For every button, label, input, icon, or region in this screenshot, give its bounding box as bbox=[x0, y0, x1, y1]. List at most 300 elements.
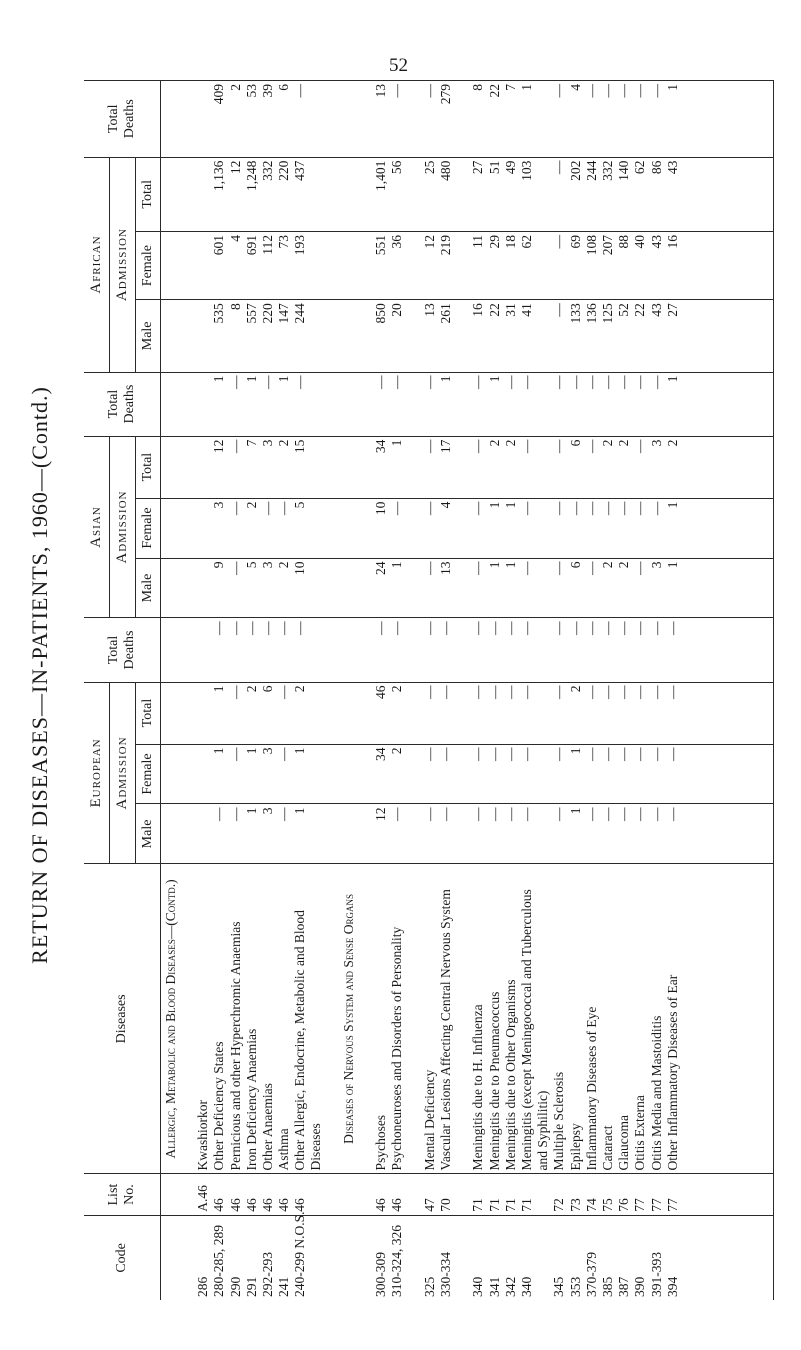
diseases-column bbox=[160, 864, 773, 1174]
section-heading-spacer bbox=[341, 84, 373, 154]
table-cell: 46 bbox=[243, 1198, 259, 1212]
table-cell: — bbox=[389, 375, 405, 390]
table-cell: — bbox=[632, 621, 648, 635]
table-cell: 47 bbox=[421, 1198, 437, 1212]
table-cell: — bbox=[616, 685, 632, 700]
table-cell: 73 bbox=[276, 235, 292, 249]
asian-header: Asian bbox=[84, 436, 109, 618]
table-cell: — bbox=[632, 375, 648, 390]
table-cell: — bbox=[648, 621, 664, 635]
table-cell: — bbox=[389, 501, 405, 516]
table-cell: — bbox=[583, 501, 599, 516]
table-cell: 1 bbox=[518, 84, 534, 91]
section-heading-spacer bbox=[163, 161, 195, 228]
table-cell: — bbox=[438, 747, 454, 762]
table-cell: — bbox=[518, 807, 534, 821]
european-total-deaths-header: Total Deaths bbox=[84, 618, 160, 682]
rotated-table-stage bbox=[84, 80, 774, 1300]
table-cell: 2 bbox=[276, 561, 292, 569]
section-heading-spacer bbox=[341, 502, 373, 555]
table-cell: — bbox=[583, 84, 599, 98]
table-cell: — bbox=[227, 375, 243, 390]
european-total-column bbox=[160, 682, 773, 744]
disease-name: Mental Deficiency bbox=[421, 1069, 437, 1171]
table-cell bbox=[195, 376, 211, 433]
table-cell: 193 bbox=[292, 235, 308, 256]
table-cell: — bbox=[664, 807, 680, 821]
disease-name: Meningitis due to Pneumacoccus bbox=[486, 991, 502, 1171]
table-cell: 77 bbox=[664, 1198, 680, 1212]
section-heading-spacer bbox=[341, 748, 373, 801]
table-cell: 52 bbox=[616, 303, 632, 317]
table-cell: — bbox=[648, 375, 664, 390]
table-cell: 2 bbox=[243, 501, 259, 509]
table-cell bbox=[195, 807, 211, 860]
table-cell: 6 bbox=[276, 84, 292, 91]
table-cell: 34 bbox=[373, 439, 389, 454]
table-cell: 75 bbox=[599, 1198, 615, 1212]
section-heading-spacer bbox=[341, 440, 373, 495]
table-cell: 112 bbox=[259, 235, 275, 255]
asian-total-column bbox=[160, 436, 773, 498]
table-cell: 72 bbox=[551, 1198, 567, 1212]
disease-name: Glaucoma bbox=[616, 1114, 632, 1171]
table-cell: 12 bbox=[227, 160, 243, 175]
asian-female-column bbox=[160, 498, 773, 558]
table-cell bbox=[195, 502, 211, 555]
table-cell: — bbox=[616, 375, 632, 390]
african-female-column bbox=[160, 232, 773, 300]
table-cell: 11 bbox=[470, 235, 486, 248]
table-cell: 219 bbox=[438, 235, 454, 256]
table-cell: 46 bbox=[292, 1198, 308, 1212]
table-cell bbox=[195, 621, 211, 678]
table-cell: 3 bbox=[648, 439, 664, 447]
table-cell: — bbox=[227, 685, 243, 700]
table-cell: 6 bbox=[259, 685, 275, 693]
table-cell: 1 bbox=[211, 747, 227, 755]
section-heading: Diseases of Nervous System and Sense Organs bbox=[340, 894, 356, 1144]
table-cell: 310-324, 326 bbox=[389, 1225, 405, 1297]
table-cell: — bbox=[470, 501, 486, 516]
table-cell: 5 bbox=[292, 501, 308, 509]
table-cell: 286 bbox=[195, 1276, 211, 1297]
table-cell: 387 bbox=[616, 1276, 632, 1297]
table-cell: 1 bbox=[567, 747, 583, 755]
table-cell: — bbox=[632, 84, 648, 98]
table-cell: — bbox=[470, 561, 486, 576]
african-header: African bbox=[84, 157, 109, 372]
table-cell: — bbox=[276, 747, 292, 762]
table-cell: 557 bbox=[243, 303, 259, 324]
table-cell: 850 bbox=[373, 303, 389, 324]
table-cell: — bbox=[276, 621, 292, 635]
table-cell: — bbox=[470, 375, 486, 390]
table-cell: 345 bbox=[551, 1276, 567, 1297]
table-cell: — bbox=[389, 84, 405, 98]
table-cell: — bbox=[518, 561, 534, 576]
section-heading-spacer bbox=[341, 303, 373, 368]
table-cell: 31 bbox=[502, 303, 518, 317]
european-male-column bbox=[160, 804, 773, 864]
table-cell: — bbox=[389, 621, 405, 635]
table-cell: — bbox=[470, 439, 486, 454]
table-cell: 1 bbox=[389, 561, 405, 569]
table-cell: 2 bbox=[616, 439, 632, 447]
diseases-header: Diseases bbox=[84, 864, 160, 1174]
table-cell: 2 bbox=[664, 439, 680, 447]
disease-name: Vascular Lesions Affecting Central Nervous System bbox=[438, 889, 454, 1171]
table-cell: 2 bbox=[599, 561, 615, 569]
table-cell: 240-299 N.O.S. bbox=[292, 1211, 308, 1297]
table-cell: — bbox=[632, 807, 648, 821]
table-cell: 74 bbox=[583, 1198, 599, 1212]
table-cell: — bbox=[551, 303, 567, 317]
section-heading-spacer bbox=[341, 235, 373, 296]
table-cell: 34 bbox=[373, 747, 389, 762]
african-total-deaths-header: Total Deaths bbox=[84, 81, 160, 158]
section-gap bbox=[325, 748, 341, 801]
table-cell: — bbox=[486, 807, 502, 821]
table-cell: — bbox=[583, 375, 599, 390]
table-cell: 20 bbox=[389, 303, 405, 317]
table-cell: — bbox=[599, 375, 615, 390]
table-cell: 6 bbox=[567, 439, 583, 447]
table-cell: 1 bbox=[243, 375, 259, 383]
section-heading-spacer bbox=[341, 562, 373, 615]
section-heading-spacer bbox=[163, 1177, 195, 1211]
table-cell: — bbox=[502, 807, 518, 821]
table-cell: — bbox=[502, 621, 518, 635]
table-cell: — bbox=[486, 621, 502, 635]
asian-female-header: Female bbox=[136, 498, 161, 558]
table-cell: 2 bbox=[502, 439, 518, 447]
table-cell: 27 bbox=[470, 160, 486, 175]
table-cell: 601 bbox=[211, 235, 227, 256]
asian-male-header: Male bbox=[136, 558, 161, 618]
european-female-header: Female bbox=[136, 744, 161, 804]
table-cell: 51 bbox=[486, 160, 502, 175]
disease-name: Meningitis due to Other Organisms bbox=[502, 979, 518, 1171]
table-cell: 36 bbox=[389, 235, 405, 249]
table-cell: — bbox=[616, 807, 632, 821]
table-cell: 53 bbox=[243, 84, 259, 98]
table-cell: 12 bbox=[421, 235, 437, 249]
table-cell: — bbox=[438, 685, 454, 700]
table-cell: — bbox=[599, 685, 615, 700]
table-cell: — bbox=[599, 747, 615, 762]
table-cell bbox=[195, 748, 211, 801]
table-cell: — bbox=[616, 501, 632, 516]
disease-name: Psychoses bbox=[373, 1114, 389, 1171]
table-cell: — bbox=[583, 439, 599, 454]
disease-name: Multiple Sclerosis bbox=[551, 1071, 567, 1171]
disease-name: Inflammatory Diseases of Eye bbox=[583, 1006, 599, 1171]
table-cell: 244 bbox=[583, 160, 599, 181]
table-cell: 140 bbox=[616, 160, 632, 181]
table-cell: — bbox=[632, 747, 648, 762]
table-cell: 241 bbox=[276, 1276, 292, 1297]
table-cell: — bbox=[227, 747, 243, 762]
european-female-column bbox=[160, 744, 773, 804]
table-cell: 1,401 bbox=[373, 160, 389, 191]
table-cell: 24 bbox=[373, 561, 389, 576]
table-cell: 394 bbox=[664, 1276, 680, 1297]
table-cell: 25 bbox=[421, 160, 437, 175]
table-cell: — bbox=[567, 621, 583, 635]
table-cell: — bbox=[502, 685, 518, 700]
table-cell: 2 bbox=[389, 747, 405, 755]
section-heading-spacer bbox=[341, 807, 373, 860]
table-cell: 13 bbox=[421, 303, 437, 317]
table-cell: 480 bbox=[438, 160, 454, 181]
section-gap bbox=[325, 807, 341, 860]
table-cell: 7 bbox=[502, 84, 518, 91]
asian-total-header: Total bbox=[136, 436, 161, 498]
table-cell: — bbox=[599, 807, 615, 821]
table-cell: — bbox=[583, 685, 599, 700]
section-gap bbox=[325, 686, 341, 741]
table-cell: 46 bbox=[259, 1198, 275, 1212]
table-cell: 1 bbox=[486, 501, 502, 509]
code-column bbox=[160, 1211, 773, 1300]
table-cell: 3 bbox=[259, 747, 275, 755]
table-cell: — bbox=[421, 375, 437, 390]
table-cell: — bbox=[551, 84, 567, 98]
table-cell: 27 bbox=[664, 303, 680, 317]
table-cell: — bbox=[518, 375, 534, 390]
table-cell: 1 bbox=[502, 561, 518, 569]
table-cell: 3 bbox=[648, 561, 664, 569]
table-cell: — bbox=[502, 747, 518, 762]
table-cell: — bbox=[632, 685, 648, 700]
table-cell: 43 bbox=[648, 303, 664, 317]
table-cell: 4 bbox=[567, 84, 583, 91]
section-gap bbox=[325, 1219, 341, 1297]
table-cell: — bbox=[616, 84, 632, 98]
table-cell: — bbox=[518, 621, 534, 635]
running-title: RETURN OF DISEASES—IN-PATIENTS, 1960—(Contd.) bbox=[27, 386, 52, 964]
section-heading: Allergic, Metabolic and Blood Diseases—(Contd.) bbox=[162, 879, 178, 1159]
table-cell: — bbox=[664, 747, 680, 762]
disease-name: Other Inflammatory Diseases of Ear bbox=[664, 974, 680, 1171]
table-cell: — bbox=[551, 235, 567, 249]
table-cell: — bbox=[486, 685, 502, 700]
table-cell: 6 bbox=[567, 561, 583, 569]
table-cell: — bbox=[389, 807, 405, 821]
section-heading-spacer bbox=[163, 502, 195, 555]
table-cell: — bbox=[648, 685, 664, 700]
disease-name: Meningitis due to H. Influenza bbox=[470, 1004, 486, 1171]
table-cell: 86 bbox=[648, 160, 664, 175]
table-cell: 340 bbox=[470, 1276, 486, 1297]
table-cell bbox=[195, 686, 211, 741]
disease-name: Meningitis (except Meningococcal and Tuberculous and Syphilitic) bbox=[518, 889, 550, 1171]
table-cell: 340 bbox=[518, 1276, 534, 1297]
table-cell: — bbox=[518, 501, 534, 516]
table-cell: 1 bbox=[292, 747, 308, 755]
table-cell: 1 bbox=[243, 807, 259, 815]
table-cell: — bbox=[599, 621, 615, 635]
table-cell: 62 bbox=[518, 235, 534, 249]
section-heading-spacer bbox=[341, 686, 373, 741]
section-gap bbox=[325, 502, 341, 555]
table-cell: 71 bbox=[470, 1198, 486, 1212]
section-heading-spacer bbox=[341, 1219, 373, 1297]
table-cell: 292-293 bbox=[259, 1252, 275, 1297]
table-cell: — bbox=[470, 621, 486, 635]
table-cell: 691 bbox=[243, 235, 259, 256]
table-cell: — bbox=[551, 501, 567, 516]
table-cell: 56 bbox=[389, 160, 405, 175]
table-cell: 1 bbox=[664, 84, 680, 91]
table-cell: 3 bbox=[211, 501, 227, 509]
section-gap bbox=[325, 161, 341, 228]
table-cell: — bbox=[211, 621, 227, 635]
african-total-header: Total bbox=[136, 157, 161, 231]
table-cell: — bbox=[421, 621, 437, 635]
african-male-header: Male bbox=[136, 300, 161, 372]
section-heading-spacer bbox=[163, 562, 195, 615]
table-cell: — bbox=[470, 685, 486, 700]
table-cell: 88 bbox=[616, 235, 632, 249]
table-cell: 385 bbox=[599, 1276, 615, 1297]
table-cell: 2 bbox=[227, 84, 243, 91]
table-cell: 535 bbox=[211, 303, 227, 324]
table-cell: — bbox=[648, 84, 664, 98]
african-total-column bbox=[160, 157, 773, 231]
table-cell: — bbox=[227, 807, 243, 821]
table-cell: 12 bbox=[211, 439, 227, 454]
european-total-header: Total bbox=[136, 682, 161, 744]
table-cell: 1 bbox=[486, 375, 502, 383]
table-cell bbox=[195, 303, 211, 368]
disease-name: Otitis Media and Mastoiditis bbox=[648, 1015, 664, 1171]
table-cell: 202 bbox=[567, 160, 583, 181]
table-cell: — bbox=[551, 160, 567, 175]
table-cell: 16 bbox=[664, 235, 680, 249]
page-number: 52 bbox=[389, 55, 408, 76]
list-no-header: List No. bbox=[84, 1174, 160, 1215]
table-cell: 136 bbox=[583, 303, 599, 324]
table-cell: 16 bbox=[470, 303, 486, 317]
section-heading-spacer bbox=[163, 686, 195, 741]
table-cell: 332 bbox=[599, 160, 615, 181]
table-cell: — bbox=[518, 685, 534, 700]
table-cell: 220 bbox=[276, 160, 292, 181]
table-cell: 5 bbox=[243, 561, 259, 569]
table-cell: — bbox=[583, 621, 599, 635]
table-cell: 279 bbox=[438, 84, 454, 105]
table-cell: 370-379 bbox=[583, 1252, 599, 1297]
table-cell: 1 bbox=[664, 561, 680, 569]
table-cell: 1 bbox=[211, 375, 227, 383]
table-cell: — bbox=[648, 807, 664, 821]
table-cell: — bbox=[518, 439, 534, 454]
table-cell: 7 bbox=[243, 439, 259, 447]
table-cell: 332 bbox=[259, 160, 275, 181]
disease-name: Epilepsy bbox=[567, 1123, 583, 1171]
table-cell: 261 bbox=[438, 303, 454, 324]
table-cell: 71 bbox=[502, 1198, 518, 1212]
table-cell: — bbox=[551, 375, 567, 390]
table-cell: 133 bbox=[567, 303, 583, 324]
table-cell: — bbox=[421, 501, 437, 516]
table-cell: — bbox=[227, 501, 243, 516]
table-cell: — bbox=[632, 501, 648, 516]
list-no-column bbox=[160, 1174, 773, 1215]
table-cell: — bbox=[567, 501, 583, 516]
european-male-header: Male bbox=[136, 804, 161, 864]
table-cell: 2 bbox=[616, 561, 632, 569]
table-cell: — bbox=[664, 621, 680, 635]
table-cell: — bbox=[421, 561, 437, 576]
section-gap bbox=[325, 235, 341, 296]
african-admission-header: Admission bbox=[109, 157, 135, 372]
section-heading-spacer bbox=[163, 235, 195, 296]
table-cell: — bbox=[292, 621, 308, 635]
table-cell: 325 bbox=[421, 1276, 437, 1297]
table-cell: — bbox=[438, 807, 454, 821]
table-cell: — bbox=[292, 375, 308, 390]
section-heading-spacer bbox=[163, 440, 195, 495]
table-cell: 291 bbox=[243, 1276, 259, 1297]
table-cell: — bbox=[599, 84, 615, 98]
table-cell: 9 bbox=[211, 561, 227, 569]
table-cell: — bbox=[502, 375, 518, 390]
header-row-groups bbox=[84, 81, 109, 1301]
table-cell: — bbox=[259, 621, 275, 635]
table-cell: 1 bbox=[276, 375, 292, 383]
table-cell: 2 bbox=[599, 439, 615, 447]
section-heading-spacer bbox=[341, 376, 373, 433]
section-heading-spacer bbox=[163, 807, 195, 860]
table-cell: 330-334 bbox=[438, 1252, 454, 1297]
section-gap bbox=[325, 621, 341, 678]
african-female-header: Female bbox=[136, 232, 161, 300]
disease-name: Other Allergic, Endocrine, Metabolic and Blood Diseases bbox=[292, 910, 323, 1171]
table-cell bbox=[195, 84, 211, 154]
table-cell: 1,248 bbox=[243, 160, 259, 191]
table-cell: — bbox=[421, 84, 437, 98]
table-cell: — bbox=[276, 807, 292, 821]
asian-admission-header: Admission bbox=[109, 436, 135, 618]
table-cell: 1 bbox=[567, 807, 583, 815]
table-cell: — bbox=[567, 375, 583, 390]
table-cell: 71 bbox=[486, 1198, 502, 1212]
section-gap bbox=[325, 84, 341, 154]
table-cell: 341 bbox=[486, 1276, 502, 1297]
table-cell: 13 bbox=[438, 561, 454, 576]
table-cell: — bbox=[421, 747, 437, 762]
table-cell: — bbox=[551, 439, 567, 454]
table-cell: 300-309 bbox=[373, 1252, 389, 1297]
table-cell: 2 bbox=[276, 439, 292, 447]
table-cell: 43 bbox=[648, 235, 664, 249]
table-cell: 353 bbox=[567, 1276, 583, 1297]
table-cell: 22 bbox=[486, 303, 502, 317]
table-cell: 103 bbox=[518, 160, 534, 181]
section-heading-spacer bbox=[163, 1219, 195, 1297]
table-cell: 73 bbox=[567, 1198, 583, 1212]
african-deaths-column bbox=[160, 81, 773, 158]
section-heading-spacer bbox=[163, 621, 195, 678]
table-cell: 77 bbox=[648, 1198, 664, 1212]
table-cell: — bbox=[421, 439, 437, 454]
table-cell: — bbox=[373, 375, 389, 390]
section-gap bbox=[325, 867, 341, 1170]
table-cell: 4 bbox=[438, 501, 454, 509]
